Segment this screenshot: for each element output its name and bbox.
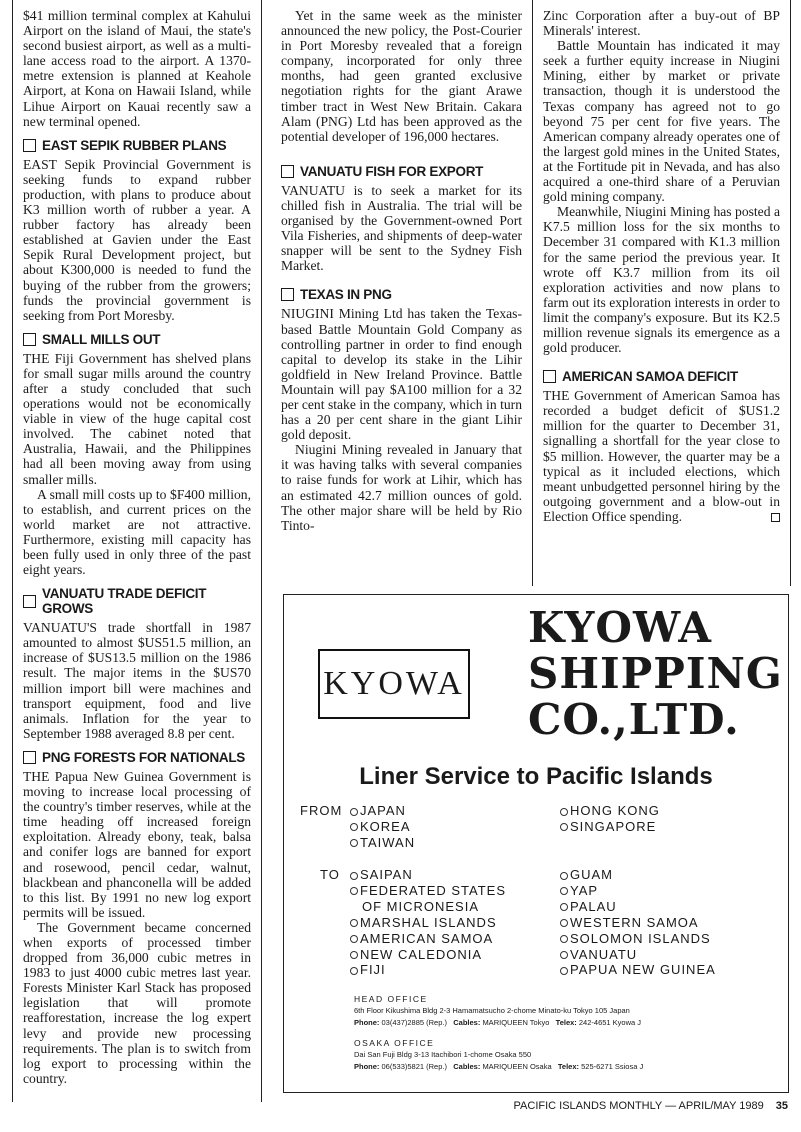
ad-slogan: Liner Service to Pacific Islands bbox=[359, 763, 713, 790]
section-title: TEXAS IN PNG bbox=[300, 287, 392, 303]
circle-bullet-icon bbox=[350, 872, 358, 880]
section-heading bbox=[543, 369, 780, 384]
port-item bbox=[350, 915, 506, 931]
article-column-1 bbox=[12, 0, 262, 1102]
logo-text: KYOWA bbox=[323, 665, 465, 702]
circle-bullet-icon bbox=[350, 951, 358, 959]
to-ports-list bbox=[350, 867, 506, 978]
port-name: MARSHAL ISLANDS bbox=[360, 914, 497, 930]
from-label: FROM bbox=[300, 803, 343, 818]
article-text: Yet in the same week as the minister announced the new policy, the Post-Courier in Port Moresby revealed that a foreign company, incorporated for only three months, had geen granted exclusive negotiation rights for the giant Arawe timber tract in West New Britain. Cakara Alam (PNG) Ltd has been approved as the potential developer of 196,000 hectares. bbox=[281, 8, 522, 144]
article-text: The Government became concerned when exports of processed timber dropped from 36,000 cubic metres in 1983 to just 4000 cubic metres last year. Forests Minister Karl Stack has proposed legislation that will promote reafforestation, increase the log expert levy and provide new processing requirements. The plan is to switch from log export to processing within the country. bbox=[23, 919, 251, 1086]
office-address: Dai San Fuji Bldg 3-13 Itachibori 1-chome Osaka 550 bbox=[354, 1050, 532, 1059]
article-text: Meanwhile, Niugini Mining has posted a K7.5 million loss for the six months to December 31 compared with K1.3 million for the same period the previous year. It wrote off K3.7 million from its oil exploration activities and now plans to farm out its exploration interests in order to limit the company's exposure. But its K2.5 million revenue signals its emergence as a gold producer. bbox=[543, 204, 780, 356]
port-item bbox=[350, 931, 506, 947]
circle-bullet-icon bbox=[560, 919, 568, 927]
telex-value: 242-4651 Kyowa J bbox=[578, 1018, 642, 1027]
section-title: EAST SEPIK RUBBER PLANS bbox=[42, 137, 227, 153]
circle-bullet-icon bbox=[560, 903, 568, 911]
office-title: OSAKA OFFICE bbox=[354, 1038, 435, 1048]
phone-number: 03(437)2885 (Rep.) bbox=[381, 1018, 447, 1027]
port-item bbox=[560, 915, 716, 931]
office-title: HEAD OFFICE bbox=[354, 994, 428, 1004]
company-name-line: CO.,LTD. bbox=[528, 695, 740, 744]
to-ports-list bbox=[560, 867, 716, 978]
port-item bbox=[560, 899, 716, 915]
section-heading bbox=[23, 332, 251, 347]
checkbox-bullet-icon bbox=[23, 595, 36, 608]
port-name: TAIWAN bbox=[360, 834, 416, 850]
article-text-body: THE Government of American Samoa has recorded a budget deficit of $US1.2 million for the quarter to December 31, signalling a shortfall for the year close to $5 million. However, the quarter may be a typical as it included elections, which meant unbudgetted personnel hiring by the outgoing government and a blow-out in Election Office spending. bbox=[543, 388, 780, 524]
port-name: GUAM bbox=[570, 867, 613, 882]
company-name bbox=[528, 603, 783, 744]
port-item bbox=[560, 883, 716, 899]
circle-bullet-icon bbox=[560, 967, 568, 975]
checkbox-bullet-icon bbox=[543, 370, 556, 383]
phone-label: Phone: bbox=[354, 1018, 380, 1027]
article-text bbox=[543, 388, 780, 524]
section-title: AMERICAN SAMOA DEFICIT bbox=[562, 369, 738, 385]
telex-label: Telex: bbox=[557, 1062, 580, 1071]
office-contacts bbox=[354, 1017, 641, 1029]
port-name: WESTERN SAMOA bbox=[570, 914, 699, 930]
phone-label: Phone: bbox=[354, 1062, 380, 1071]
telex-label: Telex: bbox=[555, 1018, 577, 1027]
section-heading bbox=[23, 138, 251, 153]
port-name: SOLOMON ISLANDS bbox=[570, 930, 711, 946]
circle-bullet-icon bbox=[350, 935, 358, 943]
circle-bullet-icon bbox=[350, 839, 358, 847]
article-text: $41 million terminal complex at Kahului Airport on the island of Maui, the state's second busiest airport, as well as a multi-lane access road to the airport. A 1370-metre extension is planned at Keahole Airport, at Kona on Hawaii Island, while Lihue Airport on Kauai recently saw a new terminal opened. bbox=[23, 8, 251, 129]
port-item bbox=[350, 803, 415, 819]
article-column-2 bbox=[271, 0, 533, 586]
port-item bbox=[560, 819, 660, 835]
checkbox-bullet-icon bbox=[281, 165, 294, 178]
cables-label: Cables: bbox=[453, 1018, 481, 1027]
port-item bbox=[350, 883, 506, 899]
port-item bbox=[350, 947, 506, 963]
office-contacts bbox=[354, 1061, 643, 1073]
section-heading bbox=[281, 287, 522, 302]
from-ports-list bbox=[560, 803, 660, 835]
section-heading bbox=[281, 164, 522, 179]
from-ports-list bbox=[350, 803, 415, 851]
article-column-3 bbox=[533, 0, 791, 586]
company-name-line: KYOWA bbox=[528, 603, 713, 652]
section-heading bbox=[23, 750, 251, 765]
to-label: TO bbox=[320, 867, 340, 882]
port-item bbox=[350, 962, 506, 978]
article-text: NIUGINI Mining Ltd has taken the Texas-based Battle Mountain Gold Company as controlling partner in order to find enough capital to develop its stake in the Lihir goldfield in New Ireland Province. Battle Mountain will pay $A100 million for a 32 per cent stake in the company, which in turn has a 20 per cent share in the giant Lihir gold deposit. bbox=[281, 306, 522, 443]
cables-value: MARIQUEEN Osaka bbox=[482, 1062, 552, 1071]
article-text: A small mill costs up to $F400 million, to establish, and current prices on the world market are not attractive. Furthermore, existing mill capacity has been fully used in only three of the past eight years. bbox=[23, 486, 251, 578]
circle-bullet-icon bbox=[350, 967, 358, 975]
port-item bbox=[350, 899, 506, 915]
article-text: VANUATU'S trade shortfall in 1987 amounted to almost $US51.5 million, an increase of $US13.5 million on the 1986 result. The major items in the $US70 million import bill were machines and transport equipment, food and live animals. Inflation for the year to September 1988 averaged 8.8 per cent. bbox=[23, 620, 251, 741]
port-item bbox=[560, 931, 716, 947]
circle-bullet-icon bbox=[560, 935, 568, 943]
page-footer bbox=[508, 1100, 788, 1112]
osaka-office-block bbox=[354, 1037, 643, 1073]
port-name: KOREA bbox=[360, 818, 411, 834]
port-item bbox=[560, 867, 716, 883]
port-item bbox=[560, 962, 716, 978]
article-text: EAST Sepik Provincial Government is seeking funds to expand rubber production, with plans to produce about K3 million worth of rubber a year. A rubber factory has already been established at Gavien under the East Sepik Rural Development project, but about K300,000 is needed to fund the buying of the rubber from the growers; funds the provincial government is seeking from Port Moresby. bbox=[23, 156, 251, 323]
kyowa-logo bbox=[318, 649, 470, 719]
port-name: JAPAN bbox=[360, 803, 406, 818]
port-name: YAP bbox=[570, 882, 599, 898]
cables-label: Cables: bbox=[453, 1062, 481, 1071]
cables-value: MARIQUEEN Tokyo bbox=[482, 1018, 550, 1027]
circle-bullet-icon bbox=[350, 808, 358, 816]
article-text: VANUATU is to seek a market for its chilled fish in Australia. The trial will be organised by the Government-owned Port Vila Fisheries, and shipments of deep-water snapper will be sent to the Sydney Fish Market. bbox=[281, 182, 522, 274]
circle-bullet-icon bbox=[350, 887, 358, 895]
port-item bbox=[560, 803, 660, 819]
section-title: VANUATU TRADE DEFICIT GROWS bbox=[42, 586, 207, 617]
magazine-issue: PACIFIC ISLANDS MONTHLY — APRIL/MAY 1989 bbox=[513, 1100, 764, 1112]
phone-number: 06(533)5821 (Rep.) bbox=[381, 1062, 447, 1071]
port-name: SAIPAN bbox=[360, 867, 413, 882]
circle-bullet-icon bbox=[560, 872, 568, 880]
port-name: SINGAPORE bbox=[570, 818, 657, 834]
article-text: Battle Mountain has indicated it may seek a further equity increase in Niugini Mining, either by market or private transaction, though it is understood the Texas company has agreed not to go beyond 75 per cent for five years. The American company already operates one of the largest gold mines in the United States, at the Fortitude pit in Nevada, and has also acquired a one-third share of a Peruvian gold mining company. bbox=[543, 38, 780, 205]
article-text: THE Papua New Guinea Government is moving to increase local processing of the country's timber reserves, while at the time heading off increased foreign exploitation. Already ebony, teak, balsa and conifer logs are banned for export and rosewood, pencil cedar, walnut, blackbean and phanconella will be added to this list. By 1991 no new log export permits will be issued. bbox=[23, 768, 251, 920]
checkbox-bullet-icon bbox=[23, 333, 36, 346]
circle-bullet-icon bbox=[350, 919, 358, 927]
checkbox-bullet-icon bbox=[23, 751, 36, 764]
company-name-line: SHIPPING bbox=[528, 649, 783, 698]
page-number: 35 bbox=[775, 1100, 788, 1112]
port-name: OF MICRONESIA bbox=[362, 898, 480, 914]
telex-value: 525-6271 Ssiosa J bbox=[581, 1062, 644, 1071]
port-name: VANUATU bbox=[570, 946, 638, 962]
port-item bbox=[350, 835, 415, 851]
article-text: Zinc Corporation after a buy-out of BP Minerals' interest. bbox=[543, 8, 780, 39]
checkbox-bullet-icon bbox=[23, 139, 36, 152]
port-name: PALAU bbox=[570, 898, 617, 914]
port-name: HONG KONG bbox=[570, 803, 660, 818]
circle-bullet-icon bbox=[560, 823, 568, 831]
section-title: VANUATU FISH FOR EXPORT bbox=[300, 163, 484, 179]
port-item bbox=[350, 819, 415, 835]
port-name: FIJI bbox=[360, 962, 386, 978]
port-name: AMERICAN SAMOA bbox=[360, 930, 494, 946]
port-item bbox=[350, 867, 506, 883]
end-of-article-icon bbox=[771, 513, 780, 522]
head-office-block bbox=[354, 993, 641, 1029]
section-heading bbox=[23, 586, 251, 616]
circle-bullet-icon bbox=[560, 951, 568, 959]
kyowa-advertisement bbox=[283, 594, 789, 1093]
section-title: SMALL MILLS OUT bbox=[42, 331, 161, 347]
article-text: THE Fiji Government has shelved plans for small sugar mills around the country after a study concluded that such operations would not be economically viable in view of the huge capital cost involved. The cabinet noted that Australia, Hawaii, and the Philippines had all been moving away from using smaller mills. bbox=[23, 350, 251, 487]
port-name: PAPUA NEW GUINEA bbox=[570, 962, 716, 978]
office-address: 6th Floor Kikushima Bldg 2-3 Hamamatsucho 2-chome Minato-ku Tokyo 105 Japan bbox=[354, 1006, 630, 1015]
checkbox-bullet-icon bbox=[281, 288, 294, 301]
article-text: Niugini Mining revealed in January that it was having talks with several companies to raise funds for work at Lihir, which has an estimated 42.7 million ounces of gold. The other major share will be held by Rio Tinto- bbox=[281, 442, 522, 533]
port-item bbox=[560, 947, 716, 963]
circle-bullet-icon bbox=[350, 823, 358, 831]
section-title: PNG FORESTS FOR NATIONALS bbox=[42, 749, 246, 765]
circle-bullet-icon bbox=[560, 808, 568, 816]
circle-bullet-icon bbox=[560, 887, 568, 895]
port-name: FEDERATED STATES bbox=[360, 882, 507, 898]
port-name: NEW CALEDONIA bbox=[360, 946, 483, 962]
